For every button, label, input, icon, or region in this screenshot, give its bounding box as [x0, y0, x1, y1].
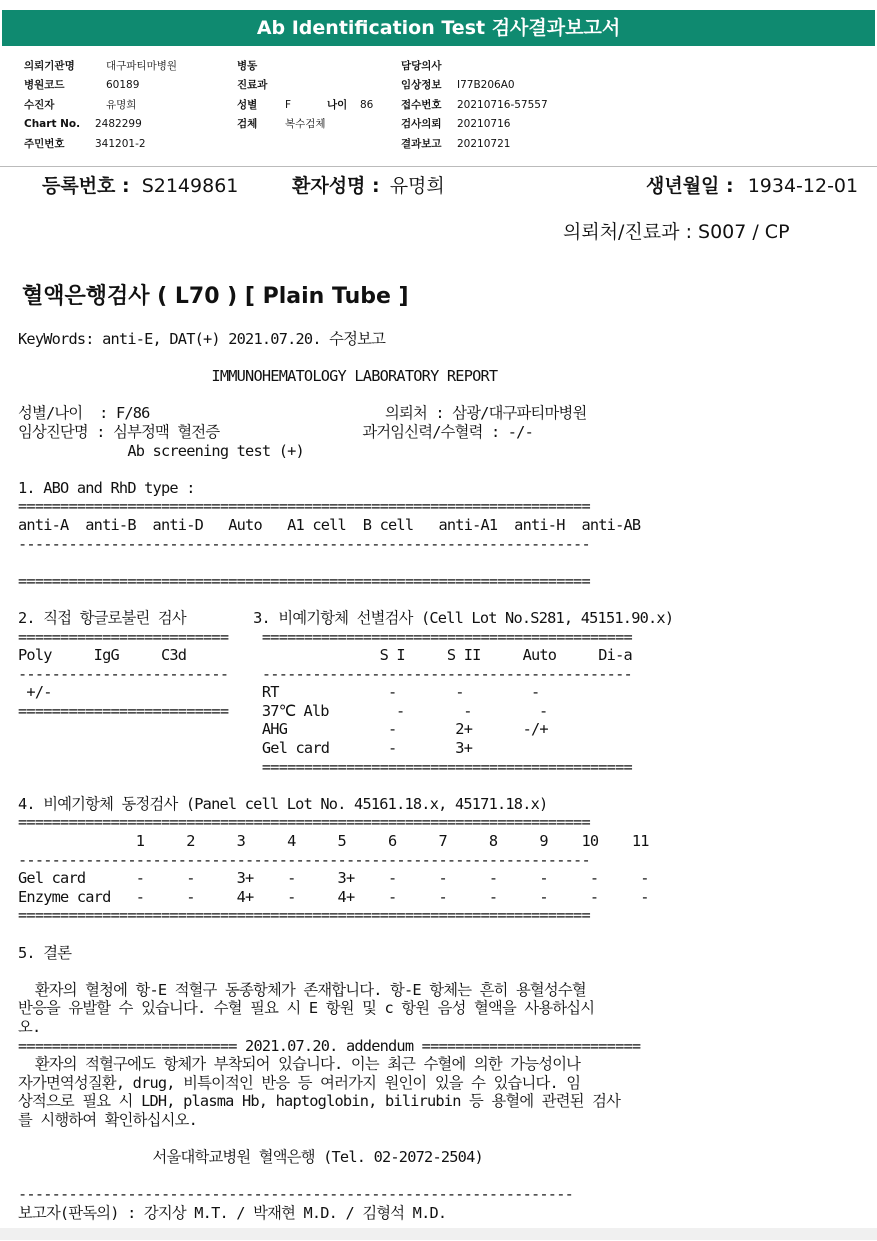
- report-line: ====================================================================: [18, 497, 590, 516]
- age-label: 나이: [327, 98, 348, 111]
- report-line: KeyWords: anti-E, DAT(+) 2021.07.20. 수정보고: [18, 330, 386, 348]
- report-line: Gel card - 3+: [18, 739, 473, 758]
- report-title-banner: Ab Identification Test 검사결과보고서: [2, 10, 875, 46]
- report-line: 환자의 적혈구에도 항체가 부착되어 있습니다. 이는 최근 수혈에 의한 가능성이나: [18, 1055, 581, 1074]
- header-divider: [0, 166, 877, 167]
- patient-name: [292, 171, 445, 198]
- report-line: Poly IgG C3d S I S II Auto Di-a: [18, 646, 632, 665]
- report-line: 상적으로 필요 시 LDH, plasma Hb, haptoglobin, bilirubin 등 용혈에 관련된 검사: [18, 1092, 621, 1111]
- report-line: 서울대학교병원 혈액은행 (Tel. 02-2072-2504): [18, 1148, 483, 1167]
- info-column-3: [401, 57, 548, 154]
- report-line: 1. ABO and RhD type :: [18, 478, 195, 497]
- report-line: 반응을 유발할 수 있습니다. 수혈 필요 시 E 항원 및 c 항원 음성 혈액을 사용하십시: [18, 999, 595, 1018]
- info-column-1: [24, 57, 177, 154]
- info-value: 2482299: [95, 118, 142, 131]
- info-label: 검체: [237, 118, 258, 131]
- info-value: 341201-2: [95, 137, 146, 150]
- report-line: ====================================================================: [18, 813, 590, 832]
- report-line: 자가면역성질환, drug, 비특이적인 반응 등 여러가지 원인이 있을 수 있습니다. 임: [18, 1073, 581, 1092]
- info-row: [237, 96, 373, 115]
- report-line: ====================================================================: [18, 906, 590, 925]
- info-value: 20210721: [457, 137, 511, 150]
- info-row: [24, 135, 177, 154]
- info-label: 검사의뢰: [401, 118, 442, 131]
- info-value: 유명희: [106, 98, 137, 111]
- info-label: 의뢰기관명: [24, 60, 75, 72]
- report-line: ========================= 37℃ Alb - - -: [18, 701, 548, 720]
- info-row: [24, 57, 177, 76]
- info-label: 성별: [237, 98, 258, 111]
- report-line: --------------------------------------------------------------------: [18, 534, 590, 553]
- report-line: ============================================: [18, 757, 632, 776]
- exam-title: 혈액은행검사 ( L70 ) [ Plain Tube ]: [22, 284, 409, 309]
- report-line: Gel card - - 3+ - 3+ - - - - - -: [18, 869, 649, 888]
- info-row: [401, 135, 548, 154]
- report-line: 1 2 3 4 5 6 7 8 9 10 11: [18, 832, 649, 851]
- info-label: 접수번호: [401, 98, 442, 111]
- page-bottom-margin: [0, 1228, 877, 1240]
- info-label: 병원코드: [24, 79, 65, 92]
- info-label: 수진자: [24, 98, 55, 111]
- info-label: 담당의사: [401, 60, 442, 72]
- report-line: Enzyme card - - 4+ - 4+ - - - - - -: [18, 887, 649, 906]
- report-line: ------------------------------------------------------------------: [18, 1185, 574, 1204]
- patient-name-value: 유명희: [389, 175, 445, 197]
- info-label: 진료과: [237, 79, 268, 92]
- dob-value: 1934-12-01: [747, 175, 859, 197]
- report-line: 2. 직접 항글로불린 검사 3. 비예기항체 선별검사 (Cell Lot No.S281, 45151.90.x): [18, 608, 674, 627]
- info-row: [401, 76, 548, 95]
- report-line: ========================= ============================================: [18, 627, 632, 646]
- report-line: 오.: [18, 1017, 41, 1036]
- info-value: 20210716-57557: [457, 98, 548, 111]
- age-value: 86: [360, 98, 374, 111]
- info-value: 복수검체: [285, 118, 326, 131]
- report-line: ========================== 2021.07.20. addendum ==========================: [18, 1036, 641, 1055]
- report-line: Ab screening test (+): [18, 441, 304, 460]
- info-row: [237, 115, 373, 134]
- report-line: anti-A anti-B anti-D Auto A1 cell B cell anti-A1 anti-H anti-AB: [18, 515, 641, 534]
- info-row: [401, 57, 548, 76]
- registration-label: 등록번호 :: [42, 175, 130, 197]
- department: 의뢰처/진료과 : S007 / CP: [563, 221, 790, 243]
- info-label: 임상정보: [401, 79, 442, 92]
- report-line: 성별/나이 : F/86 의뢰처 : 삼광/대구파티마병원: [18, 404, 587, 423]
- registration-number: [42, 171, 238, 198]
- info-row: [24, 115, 177, 134]
- info-row: [401, 96, 548, 115]
- report-line: 환자의 혈청에 항-E 적혈구 동종항체가 존재합니다. 항-E 항체는 흔히 용혈성수혈: [18, 980, 586, 999]
- info-label: 주민번호: [24, 137, 65, 150]
- info-value: 60189: [106, 79, 140, 92]
- info-label: 병동: [237, 60, 258, 72]
- info-row: [401, 115, 548, 134]
- report-line: 보고자(판독의) : 강지상 M.T. / 박재현 M.D. / 김형석 M.D.: [18, 1203, 447, 1222]
- info-value: F: [285, 98, 292, 111]
- info-value: 20210716: [457, 118, 511, 131]
- info-value: 대구파티마병원: [106, 60, 178, 72]
- report-line: +/- RT - - -: [18, 683, 540, 702]
- report-line: 임상진단명 : 심부정맥 혈전증 과거임신력/수혈력 : -/-: [18, 422, 534, 441]
- info-value: I77B206A0: [457, 79, 515, 92]
- registration-value: S2149861: [141, 175, 239, 197]
- info-label: Chart No.: [24, 118, 81, 131]
- patient-name-label: 환자성명 :: [292, 175, 380, 197]
- report-line: ====================================================================: [18, 571, 590, 590]
- info-row: [24, 96, 177, 115]
- date-of-birth: [646, 171, 858, 198]
- report-body: [18, 330, 673, 1241]
- info-row: [237, 57, 373, 76]
- info-column-2: [237, 57, 373, 135]
- info-label: 결과보고: [401, 137, 442, 150]
- info-row: [24, 76, 177, 95]
- dob-label: 생년월일 :: [646, 175, 734, 197]
- report-line: ------------------------- --------------------------------------------: [18, 664, 632, 683]
- report-line: 를 시행하여 확인하십시오.: [18, 1110, 197, 1129]
- report-line: AHG - 2+ -/+: [18, 720, 548, 739]
- report-line: --------------------------------------------------------------------: [18, 850, 590, 869]
- info-row: [237, 76, 373, 95]
- report-line: 4. 비예기항체 동정검사 (Panel cell Lot No. 45161.18.x, 45171.18.x): [18, 794, 548, 813]
- report-line: IMMUNOHEMATOLOGY LABORATORY REPORT: [18, 367, 498, 386]
- report-line: 5. 결론: [18, 943, 72, 962]
